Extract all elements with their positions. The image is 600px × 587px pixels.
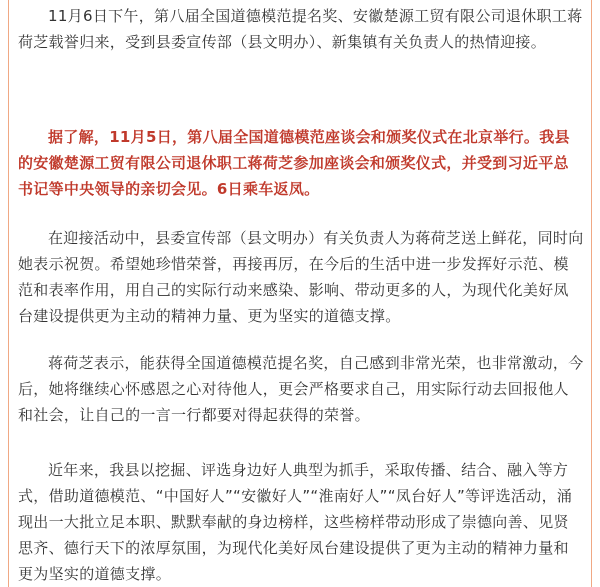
article-paragraph-4: 蒋荷芝表示，能获得全国道德模范提名奖，自己感到非常光荣，也非常激动，今后，她将继续心怀感恩之心对待他人，更会严格要求自己，用实际行动去回报他人和社会，让自己的一言一行都要对得起获得的荣誉。: [18, 354, 584, 424]
article-paragraph-5: 近年来，我县以挖掘、评选身边好人典型为抓手，采取传播、结合、融入等方式，借助道德模范、“中国好人”“安徽好人”“淮南好人”“凤台好人”等评选活动，涌现出一大批立足本职、默默奉献的身边榜样，这些榜样带动形成了崇德向善、见贤思齐、德行天下的浓厚氛围，为现代化美好凤台建设提供了更为主动的精神力量和更为坚实的道德支撑。: [18, 461, 573, 583]
article-paragraph-2-highlight: 据了解，11月5日，第八届全国道德模范座谈会和颁奖仪式在北京举行。我县的安徽楚源工贸有限公司退休职工蒋荷芝参加座谈会和颁奖仪式，并受到习近平总书记等中央领导的亲切会见。6日乘车返凤。: [18, 128, 570, 198]
article-paragraph-1: 11月6日下午，第八届全国道德模范提名奖、安徽楚源工贸有限公司退休职工蒋荷芝载誉归来，受到县委宣传部（县文明办）、新集镇有关负责人的热情迎接。: [18, 7, 583, 51]
article-paragraph-3: 在迎接活动中，县委宣传部（县文明办）有关负责人为蒋荷芝送上鲜花，同时向她表示祝贺。希望她珍惜荣誉，再接再厉，在今后的生活中进一步发挥好示范、模范和表率作用，用自己的实际行动来感染、影响、带动更多的人，为现代化美好凤台建设提供更为主动的精神力量、更为坚实的道德支撑。: [18, 229, 584, 325]
article-container: [8, 0, 592, 587]
